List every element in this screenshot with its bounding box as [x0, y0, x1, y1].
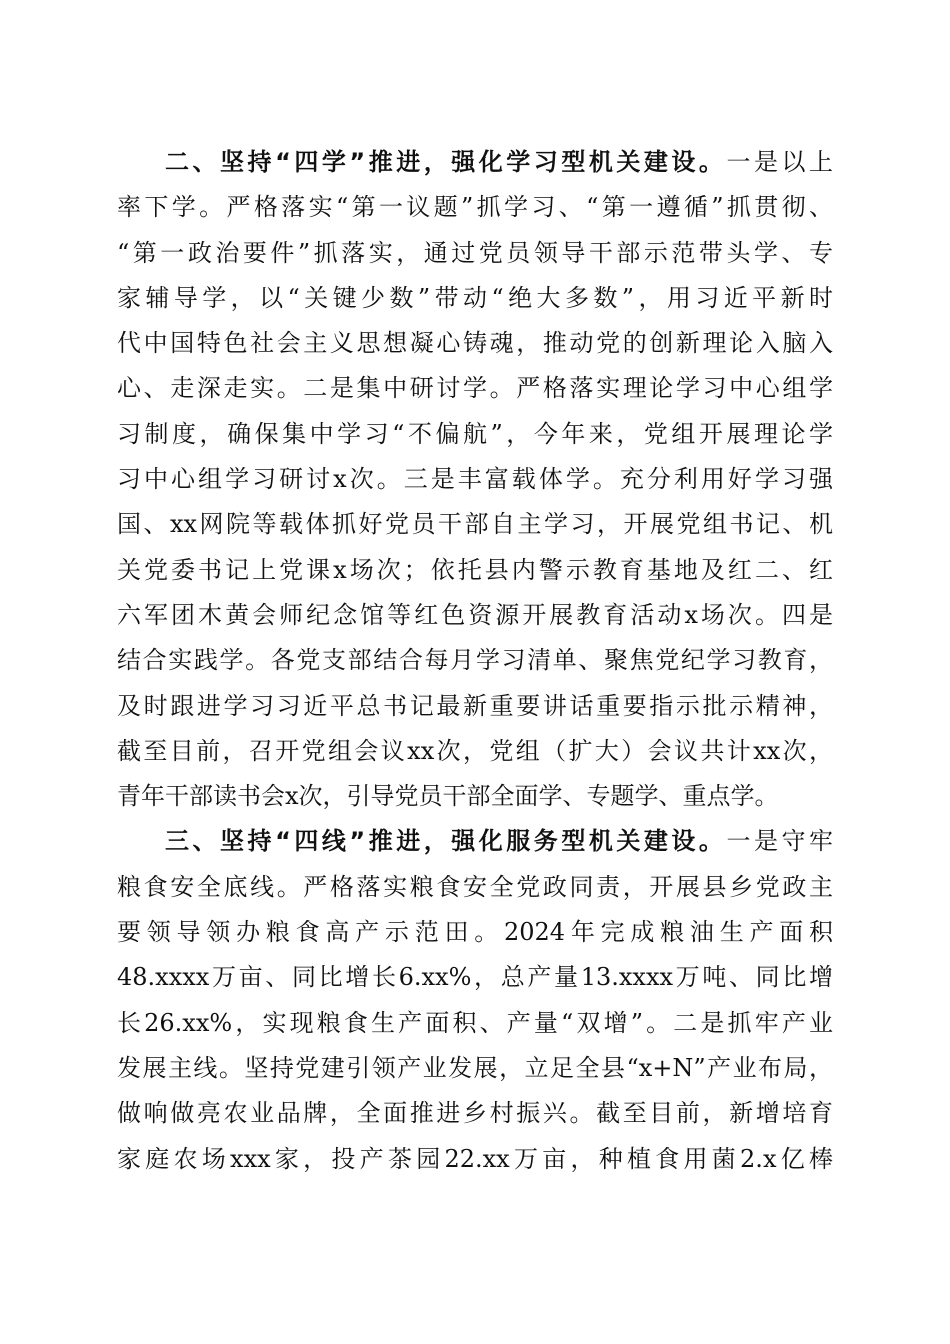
- paragraph-2-line-5: 代中国特色社会主义思想凝心铸魂，推动党的创新理论入脑入: [117, 329, 833, 358]
- paragraph-3-line-7: 做响做亮农业品牌，全面推进乡村振兴。截至目前，新增培育: [117, 1099, 833, 1128]
- paragraph-3-line-3: 要领导领办粮食高产示范田。2024年完成粮油生产面积: [117, 918, 833, 947]
- paragraph-2-line-6: 心、走深走实。二是集中研讨学。严格落实理论学习中心组学: [117, 374, 833, 403]
- paragraph-2-line-12: 结合实践学。各党支部结合每月学习清单、聚焦党纪学习教育，: [117, 646, 833, 675]
- paragraph-2-line-10: 关党委书记上党课x场次；依托县内警示教育基地及红二、红: [117, 555, 833, 584]
- paragraph-3-line-2: 粮食安全底线。严格落实粮食安全党政同责，开展县乡党政主: [117, 872, 833, 901]
- paragraph-2-line-4: 家辅导学，以“关键少数”带动“绝大多数”，用习近平新时: [117, 283, 833, 312]
- paragraph-3-line-1-text: 一是守牢: [726, 827, 834, 856]
- paragraph-2-heading: 二、坚持“四学”推进，强化学习型机关建设。: [165, 148, 727, 176]
- paragraph-2-line-7: 习制度，确保集中学习“不偏航”，今年来，党组开展理论学: [117, 419, 833, 448]
- paragraph-2-line-1-text: 一是以上: [726, 148, 834, 176]
- paragraph-2-line-14: 截至目前，召开党组会议xx次，党组（扩大）会议共计xx次，: [117, 736, 833, 765]
- paragraph-3-heading: 三、坚持“四线”推进，强化服务型机关建设。: [165, 827, 727, 856]
- paragraph-3-line-1: [117, 819, 833, 864]
- paragraph-2-line-3: “第一政治要件”抓落实，通过党员领导干部示范带头学、专: [117, 238, 833, 267]
- paragraph-2-line-13: 及时跟进学习习近平总书记最新重要讲话重要指示批示精神，: [117, 691, 833, 720]
- paragraph-3-line-4: 48.xxxx万亩、同比增长6.xx%，总产量13.xxxx万吨、同比增: [117, 963, 833, 992]
- paragraph-3-line-8: 家庭农场xxx家，投产茶园22.xx万亩，种植食用菌2.x亿棒: [117, 1144, 833, 1173]
- paragraph-2-line-1: [117, 140, 833, 185]
- paragraph-2-line-2: 率下学。严格落实“第一议题”抓学习、“第一遵循”抓贯彻、: [117, 193, 833, 222]
- paragraph-2-line-8: 习中心组学习研讨x次。三是丰富载体学。充分利用好学习强: [117, 465, 833, 494]
- paragraph-2-line-11: 六军团木黄会师纪念馆等红色资源开展教育活动x场次。四是: [117, 600, 833, 629]
- paragraph-3-line-5: 长26.xx%，实现粮食生产面积、产量“双增”。二是抓牢产业: [117, 1008, 833, 1037]
- paragraph-2-line-15: 青年干部读书会x次，引导党员干部全面学、专题学、重点学。: [117, 782, 779, 811]
- document-body: [117, 140, 833, 1182]
- paragraph-3-line-6: 发展主线。坚持党建引领产业发展，立足全县“x+N”产业布局，: [117, 1053, 833, 1082]
- paragraph-2-line-9: 国、xx网院等载体抓好党员干部自主学习，开展党组书记、机: [117, 510, 833, 539]
